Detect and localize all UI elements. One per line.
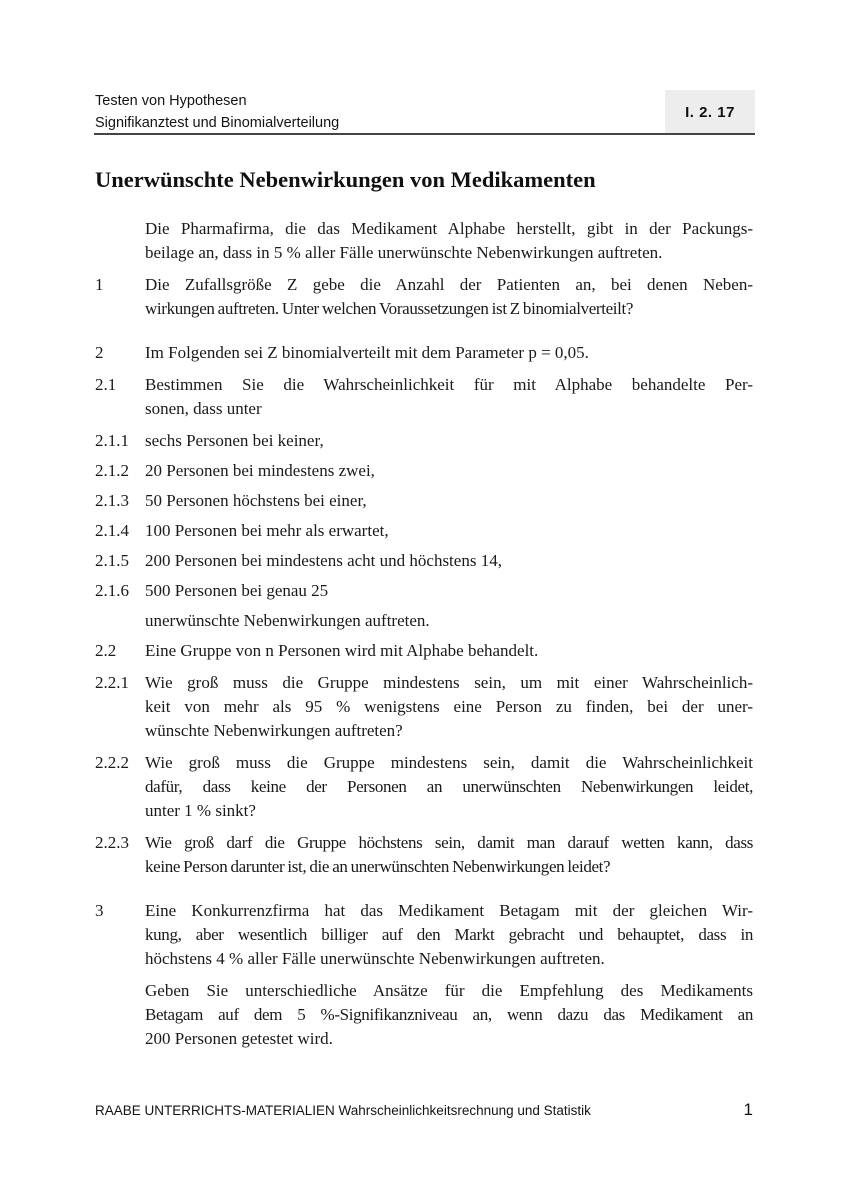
text-line: Wie groß muss die Gruppe mindestens sein, um mit einer Wahrscheinlich- (145, 673, 753, 692)
text-line: Die Pharmafirma, die das Medikament Alphabe herstellt, gibt in der Packungs- (145, 219, 753, 238)
text-line: unter 1 % sinkt? (145, 801, 256, 820)
item-number: 2 (95, 343, 104, 362)
header-topic: Signifikanztest und Binomialverteilung (95, 115, 340, 131)
item-number: 2.1.3 (95, 491, 129, 510)
page-footer (95, 1100, 753, 1120)
item-number: 2.1.4 (95, 521, 129, 540)
text-line: höchstens 4 % aller Fälle unerwünschte Nebenwirkungen auftreten. (145, 949, 605, 968)
document-title: Unerwünschte Nebenwirkungen von Medikamenten (95, 167, 596, 192)
task-item-2.2.2 (95, 751, 753, 823)
task-item-2 (95, 341, 753, 365)
text-line: 100 Personen bei mehr als erwartet, (145, 521, 389, 540)
section-reference-badge: I. 2. 17 (665, 90, 755, 134)
header-subject: Testen von Hypothesen (95, 93, 247, 109)
text-line: dafür, dass keine der Personen an unerwünschten Nebenwirkungen leidet, (145, 777, 753, 796)
text-line: wirkungen auftreten. Unter welchen Voraussetzungen ist Z binomialverteilt? (145, 299, 634, 318)
task-paragraph (95, 217, 753, 265)
text-line: 200 Personen bei mindestens acht und höchstens 14, (145, 551, 502, 570)
text-line: Betagam auf dem 5 %-Signifikanzniveau an, wenn dazu das Medikament an (145, 1005, 753, 1024)
item-number: 2.2.3 (95, 833, 129, 852)
text-line: Geben Sie unterschiedliche Ansätze für die Empfehlung des Medikaments (145, 981, 753, 1000)
item-number: 2.1.1 (95, 431, 129, 450)
task-item-2.1.1 (95, 429, 753, 453)
text-line: 20 Personen bei mindestens zwei, (145, 461, 375, 480)
text-line: keit von mehr als 95 % wenigstens eine Person zu finden, bei der uner- (145, 697, 753, 716)
task-item-2.1.5 (95, 549, 753, 573)
text-line: Bestimmen Sie die Wahrscheinlichkeit für mit Alphabe behandelte Per- (145, 375, 753, 394)
worksheet-body (95, 217, 753, 1051)
text-line: wünschte Nebenwirkungen auftreten? (145, 721, 403, 740)
task-item-2.2 (95, 639, 753, 663)
footer-imprint: RAABE UNTERRICHTS-MATERIALIEN Wahrscheinlichkeitsrechnung und Statistik (95, 1103, 591, 1118)
task-paragraph (95, 979, 753, 1051)
text-line: sonen, dass unter (145, 399, 262, 418)
text-line: 200 Personen getestet wird. (145, 1029, 333, 1048)
text-line: Die Zufallsgröße Z gebe die Anzahl der Patienten an, bei denen Neben- (145, 275, 753, 294)
task-item-2.1.6 (95, 579, 753, 603)
text-line: 50 Personen höchstens bei einer, (145, 491, 367, 510)
text-line: Wie groß muss die Gruppe mindestens sein, damit die Wahrscheinlichkeit (145, 753, 753, 772)
item-number: 2.2 (95, 641, 117, 660)
text-line: Wie groß darf die Gruppe höchstens sein, damit man darauf wetten kann, dass (145, 833, 753, 852)
page-header (95, 90, 339, 134)
text-line: Eine Gruppe von n Personen wird mit Alphabe behandelt. (145, 641, 539, 660)
item-number: 2.1.6 (95, 581, 129, 600)
text-line: Eine Konkurrenzfirma hat das Medikament Betagam mit der gleichen Wir- (145, 901, 753, 920)
text-line: Im Folgenden sei Z binomialverteilt mit dem Parameter p = 0,05. (145, 343, 589, 362)
text-line: 500 Personen bei genau 25 (145, 581, 329, 600)
header-divider (94, 133, 755, 135)
page-number: 1 (743, 1100, 753, 1119)
item-number: 2.1 (95, 375, 117, 394)
task-item-2.1 (95, 373, 753, 421)
text-line: beilage an, dass in 5 % aller Fälle unerwünschte Nebenwirkungen auftreten. (145, 243, 663, 262)
text-line: kung, aber wesentlich billiger auf den Markt gebracht und behauptet, dass in (145, 925, 753, 944)
text-line: keine Person darunter ist, die an unerwünschten Nebenwirkungen leidet? (145, 857, 611, 876)
task-item-3 (95, 899, 753, 971)
text-line: sechs Personen bei keiner, (145, 431, 324, 450)
task-item-2.2.3 (95, 831, 753, 879)
task-item-2.1.2 (95, 459, 753, 483)
text-line: unerwünschte Nebenwirkungen auftreten. (145, 611, 430, 630)
item-number: 3 (95, 901, 104, 920)
task-item-2.2.1 (95, 671, 753, 743)
task-item-1 (95, 273, 753, 321)
task-item-2.1.3 (95, 489, 753, 513)
task-item-2.1.4 (95, 519, 753, 543)
item-number: 2.1.5 (95, 551, 129, 570)
item-number: 2.2.2 (95, 753, 129, 772)
item-number: 2.2.1 (95, 673, 129, 692)
task-paragraph (95, 609, 753, 633)
item-number: 2.1.2 (95, 461, 129, 480)
item-number: 1 (95, 275, 104, 294)
